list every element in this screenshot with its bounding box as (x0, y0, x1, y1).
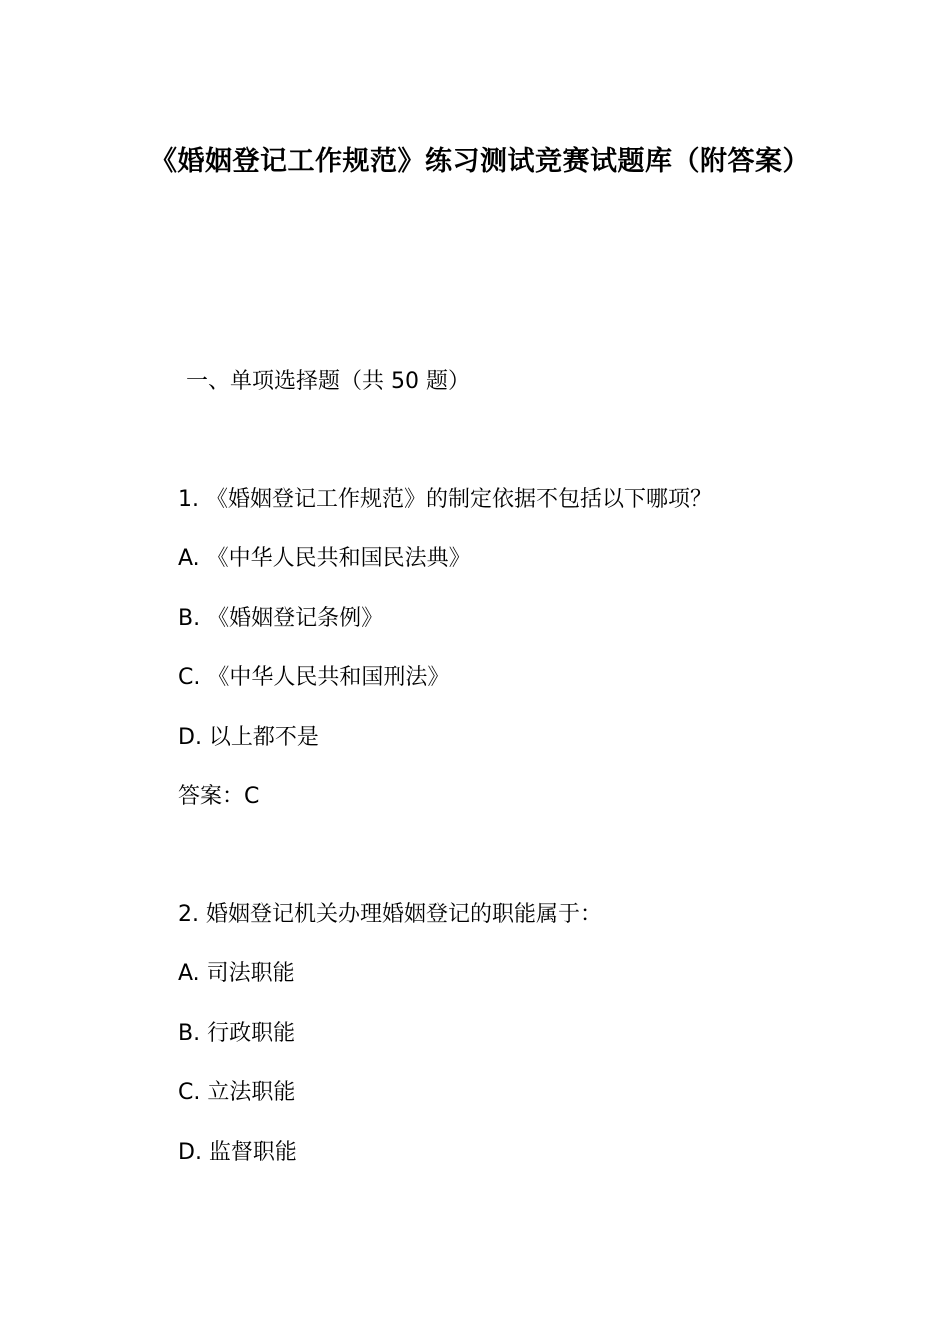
question-1-option-b: B. 《婚姻登记条例》 (178, 606, 384, 631)
question-1-option-d: D. 以上都不是 (178, 725, 319, 750)
question-2-option-a: A. 司法职能 (178, 961, 295, 986)
question-1-option-a: A. 《中华人民共和国民法典》 (178, 546, 471, 571)
question-2-option-b: B. 行政职能 (178, 1021, 296, 1046)
question-2-option-d: D. 监督职能 (178, 1140, 297, 1165)
document-title: 《婚姻登记工作规范》练习测试竞赛试题库（附答案） (150, 146, 810, 177)
question-1-option-c: C. 《中华人民共和国刑法》 (178, 665, 450, 690)
question-2-option-c: C. 立法职能 (178, 1080, 296, 1105)
section-heading: 一、单项选择题（共 50 题） (186, 369, 470, 394)
question-2-stem: 2. 婚姻登记机关办理婚姻登记的职能属于： (178, 902, 602, 927)
question-1-answer: 答案：C (178, 784, 260, 809)
question-1-stem: 1. 《婚姻登记工作规范》的制定依据不包括以下哪项？ (178, 487, 712, 512)
